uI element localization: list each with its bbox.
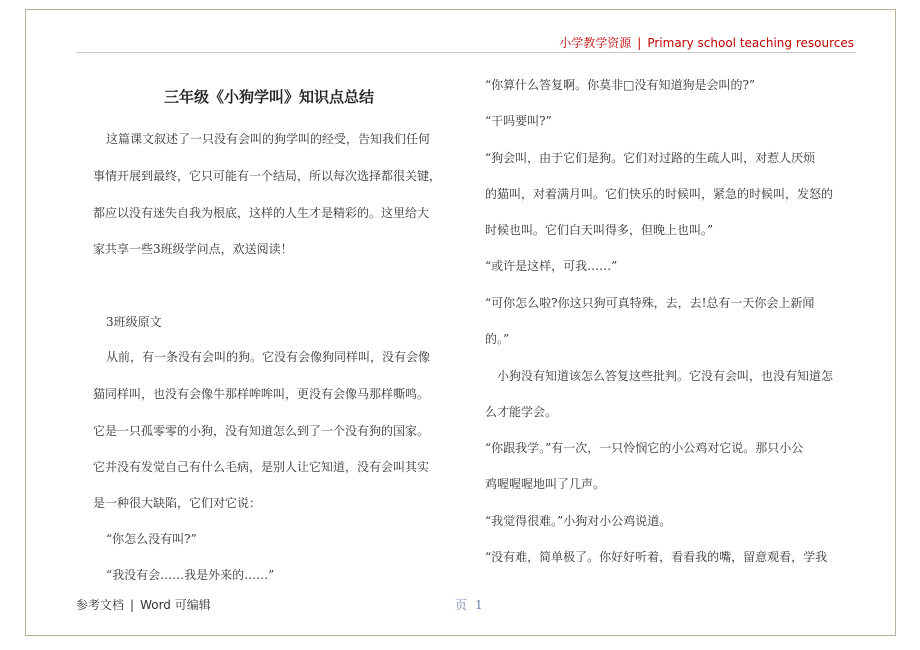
text-line: 小狗没有知道该怎么答复这些批判。它没有会叫，也没有知道怎: [497, 369, 834, 383]
page-label: 页: [455, 598, 468, 612]
text-line: 的。”: [485, 332, 510, 346]
text-line: 它是一只孤零零的小狗，没有知道怎么到了一个没有狗的国家。: [93, 424, 430, 438]
text-line: “你跟我学。”有一次，一只怜悯它的小公鸡对它说。那只小公: [485, 441, 804, 455]
header-separator: |: [637, 36, 642, 50]
text-line: 它并没有发觉自己有什么毛病，是别人让它知道，没有会叫其实: [93, 460, 430, 474]
text-line: 都应以没有迷失自我为根底，这样的人生才是精彩的。这里给大: [93, 206, 430, 220]
text-line: “干吗要叫?”: [485, 114, 552, 128]
page-number-value: 1: [475, 598, 483, 612]
text-line: 这篇课文叙述了一只没有会叫的狗学叫的经受，告知我们任何: [106, 132, 431, 146]
document-title: 三年级《小狗学叫》知识点总结: [163, 88, 374, 106]
text-line: “或许是这样，可我……”: [485, 259, 618, 273]
text-line: 是一种很大缺陷，它们对它说：: [93, 496, 262, 510]
text-line: 的猫叫，对着满月叫。它们快乐的时候叫，紧急的时候叫，发怒的: [485, 187, 834, 201]
footer-reference-label: 参考文档: [76, 598, 125, 612]
text-line: “狗会叫，由于它们是狗。它们对过路的生疏人叫，对惹人厌烦: [485, 151, 816, 165]
text-line: “你算什么答复啊。你莫非□没有知道狗是会叫的?”: [485, 78, 756, 92]
text-line: 从前，有一条没有会叫的狗。它没有会像狗同样叫，没有会像: [106, 350, 431, 364]
header-rule: [76, 52, 856, 53]
text-line: 猫同样叫，也没有会像牛那样哞哞叫，更没有会像马那样嘶鸣。: [93, 387, 430, 401]
footer-doc-label: [76, 596, 211, 613]
text-line: “我没有会……我是外来的……”: [106, 568, 275, 582]
text-line: “你怎么没有叫?”: [106, 532, 197, 546]
text-line: 么才能学会。: [485, 405, 558, 419]
text-line: 时候也叫。它们白天叫得多，但晚上也叫。”: [485, 223, 714, 237]
footer-separator: |: [130, 598, 135, 612]
section-heading: 3班级原文: [106, 315, 162, 329]
text-line: “没有难，简单极了。你好好听着，看看我的嘴，留意观看，学我: [485, 550, 828, 564]
text-line: 鸡喔喔喔地叫了几声。: [485, 477, 606, 491]
footer-word-editable-label: Word 可编辑: [140, 598, 211, 612]
text-line: 事情开展到最终，它只可能有一个结局，所以每次选择都很关键，: [93, 169, 442, 183]
page-number: [455, 596, 483, 613]
header-site-en: Primary school teaching resources: [647, 36, 854, 50]
page-header: [559, 34, 854, 51]
text-line: “我觉得很难。”小狗对小公鸡说道。: [485, 514, 672, 528]
text-line: 家共享一些3班级学问点，欢送阅读！: [93, 242, 293, 256]
text-line: “可你怎么啦?你这只狗可真特殊，去，去!总有一天你会上新闻: [485, 296, 815, 310]
header-site-cn: 小学教学资源: [559, 36, 632, 50]
